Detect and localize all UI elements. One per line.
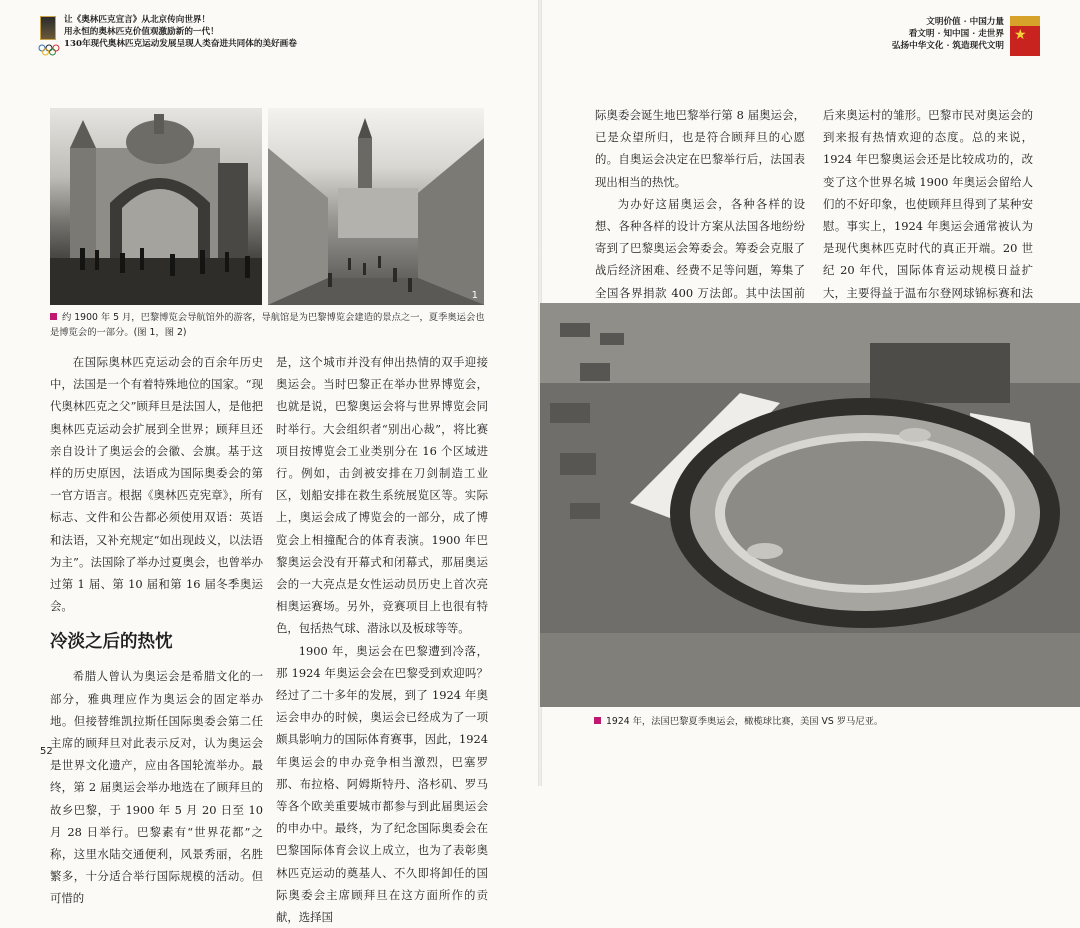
header-left (40, 14, 340, 64)
paragraph: 后来奥运村的雏形。巴黎市民对奥运会的到来报有热情欢迎的态度。总的来说，1924 年巴黎奥运会还是比较成功的，改变了这个世界名城 1900 年奥运会留给人们的不好印象，也使顾拜旦得到了某种安慰。事实上，1924 年奥运会通常被认为是现代奥林匹克时代的真正开端。20 世纪 20 年代，国际体育运动规模日益扩大，主要得益于温布尔登网球锦标赛和法 (823, 108, 1033, 300)
section-heading: 冷淡之后的热忱 (50, 632, 173, 653)
magazine-logo-icon: ★ (1010, 16, 1040, 56)
paragraph: 1900 年，奥运会在巴黎遭到冷落，那 1924 年奥运会会在巴黎受到欢迎吗？经过了二十多年的发展，到了 1924 年奥运会申办的时候，奥运会已经成为了一项颇具影响力的国际体育赛事，因此，1924 年奥运会的申办竞争相当激烈，巴塞罗那、布拉格、阿姆斯特丹、洛杉矶、罗马等各个欧美重要城市都参与到此届奥运会的申办中。最终，为了纪念国际奥委会在巴黎国际体育会议上成立，也为了表彰奥林匹克运动的奠基人、不久即将卸任的国际奥委会主席顾拜旦在这方面所作的贡献，选择国 (276, 643, 488, 925)
header-right (800, 16, 1040, 62)
paragraph: 在国际奥林匹克运动会的百余年历史中，法国是一个有着特殊地位的国家。“现代奥林匹克之父”顾拜旦是法国人，是他把奥林匹克运动会扩展到全世界；顾拜旦还亲自设计了奥运会的会徽、会旗。基于这样的历史原因，法语成为国际奥委会的第一官方语言。根据《奥林匹克宪章》，所有标志、文件和公告都必须使用双语：英语和法语，又补充规定“如出现歧义，以法语为主”。法国除了举办过夏奥会，也曾举办过第 1 届、第 10 届和第 16 届冬季奥运会。 (50, 355, 263, 614)
photo-stadium-aerial (540, 303, 1080, 707)
pavilion-illustration (50, 108, 262, 305)
column-1 (50, 351, 263, 910)
photo-pair-caption-text: 约 1900 年 5 月，巴黎博览会导航馆外的游客，导航馆是为巴黎博览会建造的景点之一，夏季奥运会也是博览会的一部分。(图 1，图 2) (50, 312, 485, 338)
stadium-caption (594, 714, 1014, 729)
stadium-caption-text: 1924 年，法国巴黎夏季奥运会，橄榄球比赛，美国 VS 罗马尼亚。 (606, 716, 884, 727)
caption-marker (50, 313, 57, 320)
photo-pair-caption (50, 310, 488, 340)
paragraph: 是，这个城市并没有伸出热情的双手迎接奥运会。当时巴黎正在举办世界博览会，也就是说，巴黎奥运会将与世界博览会同时举行。大会组织者“别出心裁”，将比赛项目按博览会工业类别分在 16 个区域进行。例如，击剑被安排在刀剑制造工业区，划船安排在救生系统展览区等。实际上，奥运会成了博览会的一部分，成了博览会上相撞配合的体育表演。1900 年巴黎奥运会没有开幕式和闭幕式，那届奥运会的一大亮点是女性运动员历史上首次亮相奥运赛场。另外，竞赛项目上也很有特色，包括热气球、潜泳以及板球等等。 (276, 355, 488, 636)
header-left-line: 130年现代奥林匹克运动发展呈现人类奋进共同体的美好画卷 (64, 39, 297, 49)
paragraph: 希腊人曾认为奥运会是希腊文化的一部分，雅典理应作为奥运会的固定举办地。但接替维凯拉斯任国际奥委会第二任主席的顾拜旦对此表示反对，认为奥运会是世界文化遗产，应由各国轮流举办。最终，第 2 届奥运会举办地选在了顾拜旦的故乡巴黎，于 1900 年 5 月 20 日至 10 月 28 日举行。巴黎素有“世界花都”之称，这里水陆交通便利，风景秀丽，名胜繁多，十分适合举行国际规模的活动。但可惜的 (50, 669, 263, 906)
caption-marker (594, 717, 601, 724)
paragraph: 为办好这届奥运会，各种各样的设想、各种各样的设计方案从法国各地纷纷寄到了巴黎奥运会筹委会。筹委会克服了战后经济困难、经费不足等问题，筹集了全国各界捐款 400 万法郎。其中法国前 (595, 196, 805, 300)
column-2 (276, 351, 488, 928)
photo-exposition-pavilion (50, 108, 262, 305)
page-number: 52 (40, 746, 53, 757)
header-right-text (892, 16, 1004, 52)
stadium-illustration (540, 303, 1080, 707)
header-left-line: 让《奥林匹克宣言》从北京传向世界！ (64, 15, 211, 25)
street-illustration (268, 108, 484, 305)
photo-number: 1 (471, 290, 478, 301)
book-cover-icon (40, 16, 56, 40)
header-right-line: 弘扬中华文化 · 筑造现代文明 (891, 41, 1004, 51)
olympic-rings-icon (38, 44, 60, 56)
header-left-text (64, 14, 297, 50)
photo-exposition-street (268, 108, 484, 305)
header-left-line: 用永恒的奥林匹克价值观激励新的一代！ (64, 27, 219, 37)
header-right-line: 看文明 · 知中国 · 走世界 (908, 29, 1004, 39)
paragraph: 际奥委会诞生地巴黎举行第 8 届奥运会，已是众望所归，也是符合顾拜旦的心愿的。自奥运会决定在巴黎举行后，法国表现出相当的热忱。 (595, 108, 805, 189)
header-right-line: 文明价值 · 中国力量 (926, 17, 1004, 27)
